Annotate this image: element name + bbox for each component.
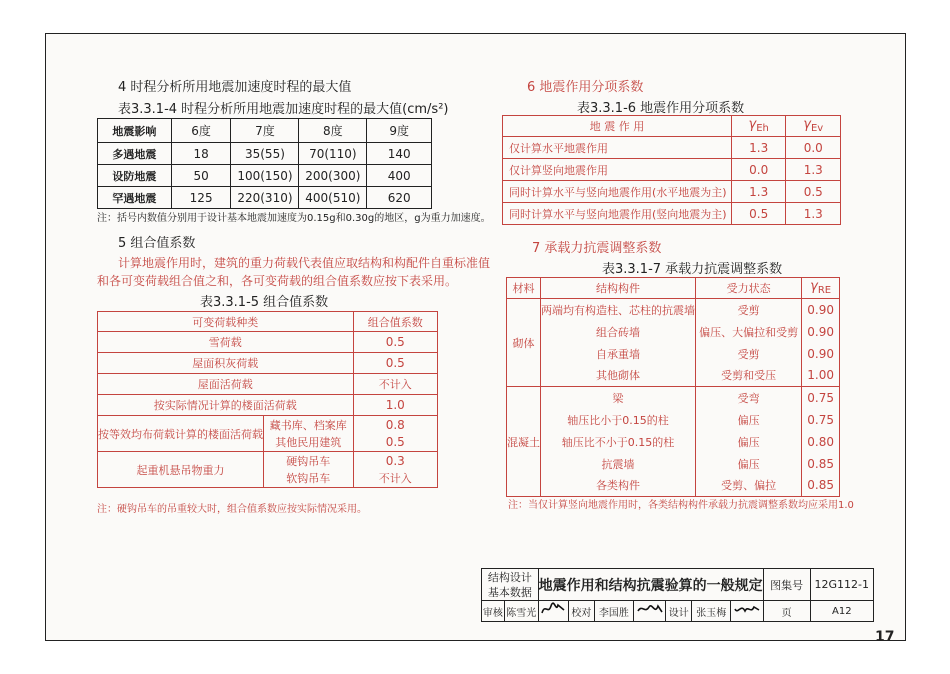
gamma-symbol: γ <box>810 279 818 295</box>
table-header-cell: 8度 <box>299 119 367 143</box>
table-cell: 1.3 <box>731 137 786 159</box>
table-header-cell <box>731 116 786 137</box>
design-label: 设计 <box>666 601 692 622</box>
table-row <box>507 387 840 409</box>
table-cell: 其他民用建筑 <box>264 434 354 452</box>
table-7 <box>506 277 840 497</box>
table-row <box>507 365 840 387</box>
check-label: 校对 <box>568 601 594 622</box>
table-cell: 140 <box>367 143 432 165</box>
gamma-symbol: γ <box>803 117 811 133</box>
table-cell: 0.5 <box>731 203 786 225</box>
table-row <box>98 312 438 332</box>
table-row <box>507 453 840 475</box>
table-cell: 软钩吊车 <box>264 470 354 488</box>
reviewer-name: 陈雪光 <box>504 601 538 622</box>
page-number: 17 <box>875 629 895 645</box>
table-cell: 偏压 <box>696 453 802 475</box>
table-cell: 220(310) <box>231 187 299 209</box>
table-cell: 各类构件 <box>541 475 696 497</box>
table-cell: 1.3 <box>786 203 841 225</box>
table-cell: 混凝土 <box>507 387 541 497</box>
designer-signature <box>731 601 764 622</box>
table-header-cell: 结构构件 <box>541 278 696 299</box>
section-6-heading: 6 地震作用分项系数 <box>527 80 644 95</box>
table-cell: 按实际情况计算的楼面活荷载 <box>98 395 354 416</box>
table-6 <box>502 115 841 225</box>
gamma-symbol: γ <box>748 117 757 133</box>
table-cell: 0.0 <box>731 159 786 181</box>
table-cell: 400(510) <box>299 187 367 209</box>
checker-signature <box>633 601 665 622</box>
drawing-title: 地震作用和结构抗震验算的一般规定 <box>538 569 763 601</box>
table-cell: 0.85 <box>802 475 840 497</box>
table-cell: 0.5 <box>353 332 437 353</box>
table-header-cell: 9度 <box>367 119 432 143</box>
table-4 <box>97 118 432 209</box>
table-cell: 不计入 <box>353 374 437 395</box>
table-cell: 偏压 <box>696 431 802 453</box>
table-row <box>507 343 840 365</box>
table-row <box>507 321 840 343</box>
section-5-heading: 5 组合值系数 <box>118 236 196 251</box>
table-cell: 200(300) <box>299 165 367 187</box>
title-block <box>481 568 874 622</box>
page-label: 页 <box>763 601 810 622</box>
table-header-cell: 地震影响 <box>98 119 172 143</box>
table-cell: 0.8 <box>353 416 437 434</box>
table-cell: 偏压 <box>696 409 802 431</box>
table-cell: 雪荷载 <box>98 332 354 353</box>
table-cell: 受剪、偏拉 <box>696 475 802 497</box>
table-header-cell: 受力状态 <box>696 278 802 299</box>
table-cell: 100(150) <box>231 165 299 187</box>
table-row <box>98 452 438 470</box>
table-cell: 受剪 <box>696 299 802 321</box>
table-cell: 不计入 <box>353 470 437 488</box>
table-cell: 轴压比不小于0.15的柱 <box>541 431 696 453</box>
section-7-heading: 7 承载力抗震调整系数 <box>532 241 662 256</box>
table-row <box>503 137 841 159</box>
table-row <box>503 116 841 137</box>
table-cell: 梁 <box>541 387 696 409</box>
table-cell: 罕遇地震 <box>98 187 172 209</box>
table-4-note: 注：括号内数值分别用于设计基本地震加速度为0.15g和0.30g的地区，g为重力加速度。 <box>97 213 491 224</box>
gamma-subscript: RE <box>817 285 832 297</box>
atlas-number: 12G112-1 <box>810 569 873 601</box>
table-5-note: 注：硬钩吊车的吊重较大时，组合值系数应按实际情况采用。 <box>97 504 367 515</box>
table-cell: 受剪 <box>696 343 802 365</box>
table-row <box>507 278 840 299</box>
table-row <box>98 165 432 187</box>
table-header-cell: 6度 <box>171 119 231 143</box>
table-cell: 起重机悬吊物重力 <box>98 452 264 488</box>
table-cell: 0.0 <box>786 137 841 159</box>
designer-name: 张玉梅 <box>692 601 731 622</box>
table-row <box>507 475 840 497</box>
table-cell: 仅计算竖向地震作用 <box>503 159 732 181</box>
drawing-category <box>482 569 539 601</box>
table-cell: 0.3 <box>353 452 437 470</box>
table-cell: 仅计算水平地震作用 <box>503 137 732 159</box>
table-cell: 125 <box>171 187 231 209</box>
table-cell: 偏压、大偏拉和受剪 <box>696 321 802 343</box>
gamma-subscript: Ev <box>810 123 824 135</box>
table-row <box>98 332 438 353</box>
table-cell: 0.5 <box>786 181 841 203</box>
table-row <box>98 187 432 209</box>
title-block-row <box>482 601 874 622</box>
table-cell: 其他砌体 <box>541 365 696 387</box>
table-cell: 屋面积灰荷载 <box>98 353 354 374</box>
table-cell: 0.5 <box>353 353 437 374</box>
table-row <box>98 353 438 374</box>
table-cell: 1.3 <box>731 181 786 203</box>
table-header-cell <box>802 278 840 299</box>
table-5-caption: 表3.3.1-5 组合值系数 <box>200 295 329 310</box>
table-cell: 砌体 <box>507 299 541 387</box>
sheet-page-number: A12 <box>810 601 873 622</box>
category-line-1: 结构设计 <box>487 570 532 584</box>
table-cell: 0.90 <box>802 321 840 343</box>
table-cell: 硬钩吊车 <box>264 452 354 470</box>
table-row <box>98 416 438 434</box>
table-cell: 自承重墙 <box>541 343 696 365</box>
table-cell: 轴压比小于0.15的柱 <box>541 409 696 431</box>
table-cell: 0.90 <box>802 299 840 321</box>
table-cell: 18 <box>171 143 231 165</box>
category-line-2: 基本数据 <box>487 585 532 599</box>
table-cell: 设防地震 <box>98 165 172 187</box>
table-header-cell: 地 震 作 用 <box>503 116 732 137</box>
table-row <box>98 374 438 395</box>
table-header-cell: 7度 <box>231 119 299 143</box>
table-cell: 按等效均布荷载计算的楼面活荷载 <box>98 416 264 452</box>
gamma-subscript: Eh <box>756 123 769 135</box>
table-cell: 屋面活荷载 <box>98 374 354 395</box>
table-row <box>98 143 432 165</box>
checker-name: 李国胜 <box>594 601 633 622</box>
table-row <box>507 299 840 321</box>
table-cell: 同时计算水平与竖向地震作用(竖向地震为主) <box>503 203 732 225</box>
table-header-cell: 组合值系数 <box>353 312 437 332</box>
table-cell: 50 <box>171 165 231 187</box>
table-row <box>503 203 841 225</box>
table-header-cell: 材料 <box>507 278 541 299</box>
table-cell: 0.5 <box>353 434 437 452</box>
table-row <box>503 181 841 203</box>
table-cell: 620 <box>367 187 432 209</box>
table-row <box>98 395 438 416</box>
table-cell: 藏书库、档案库 <box>264 416 354 434</box>
table-cell: 0.75 <box>802 387 840 409</box>
table-cell: 组合砖墙 <box>541 321 696 343</box>
table-row <box>507 409 840 431</box>
table-cell: 1.0 <box>353 395 437 416</box>
table-row <box>507 431 840 453</box>
table-cell: 0.80 <box>802 431 840 453</box>
table-row <box>98 119 432 143</box>
table-cell: 1.00 <box>802 365 840 387</box>
table-cell: 400 <box>367 165 432 187</box>
table-5 <box>97 311 438 488</box>
table-cell: 同时计算水平与竖向地震作用(水平地震为主) <box>503 181 732 203</box>
table-7-caption: 表3.3.1-7 承载力抗震调整系数 <box>602 262 783 277</box>
table-4-caption: 表3.3.1-4 时程分析所用地震加速度时程的最大值(cm/s²) <box>118 102 449 117</box>
table-cell: 0.85 <box>802 453 840 475</box>
table-cell: 多遇地震 <box>98 143 172 165</box>
atlas-number-label: 图集号 <box>763 569 810 601</box>
section-5-paragraph-line-1: 计算地震作用时，建筑的重力荷载代表值应取结构和构配件自重标准值 <box>118 256 491 270</box>
table-cell: 35(55) <box>231 143 299 165</box>
reviewer-signature <box>538 601 568 622</box>
section-4-heading: 4 时程分析所用地震加速度时程的最大值 <box>118 80 352 95</box>
table-cell: 1.3 <box>786 159 841 181</box>
table-cell: 抗震墙 <box>541 453 696 475</box>
section-5-paragraph-line-2: 和各可变荷载组合值之和，各可变荷载的组合值系数应按下表采用。 <box>97 274 458 288</box>
table-7-note: 注：当仅计算竖向地震作用时，各类结构构件承载力抗震调整系数均应采用1.0 <box>508 500 854 511</box>
table-cell: 70(110) <box>299 143 367 165</box>
table-6-caption: 表3.3.1-6 地震作用分项系数 <box>577 101 745 116</box>
table-row <box>503 159 841 181</box>
table-cell: 两端均有构造柱、芯柱的抗震墙 <box>541 299 696 321</box>
table-header-cell: 可变荷载种类 <box>98 312 354 332</box>
review-label: 审核 <box>482 601 505 622</box>
table-cell: 受剪和受压 <box>696 365 802 387</box>
title-block-row <box>482 569 874 601</box>
table-cell: 0.90 <box>802 343 840 365</box>
table-cell: 受弯 <box>696 387 802 409</box>
table-header-cell <box>786 116 841 137</box>
table-cell: 0.75 <box>802 409 840 431</box>
